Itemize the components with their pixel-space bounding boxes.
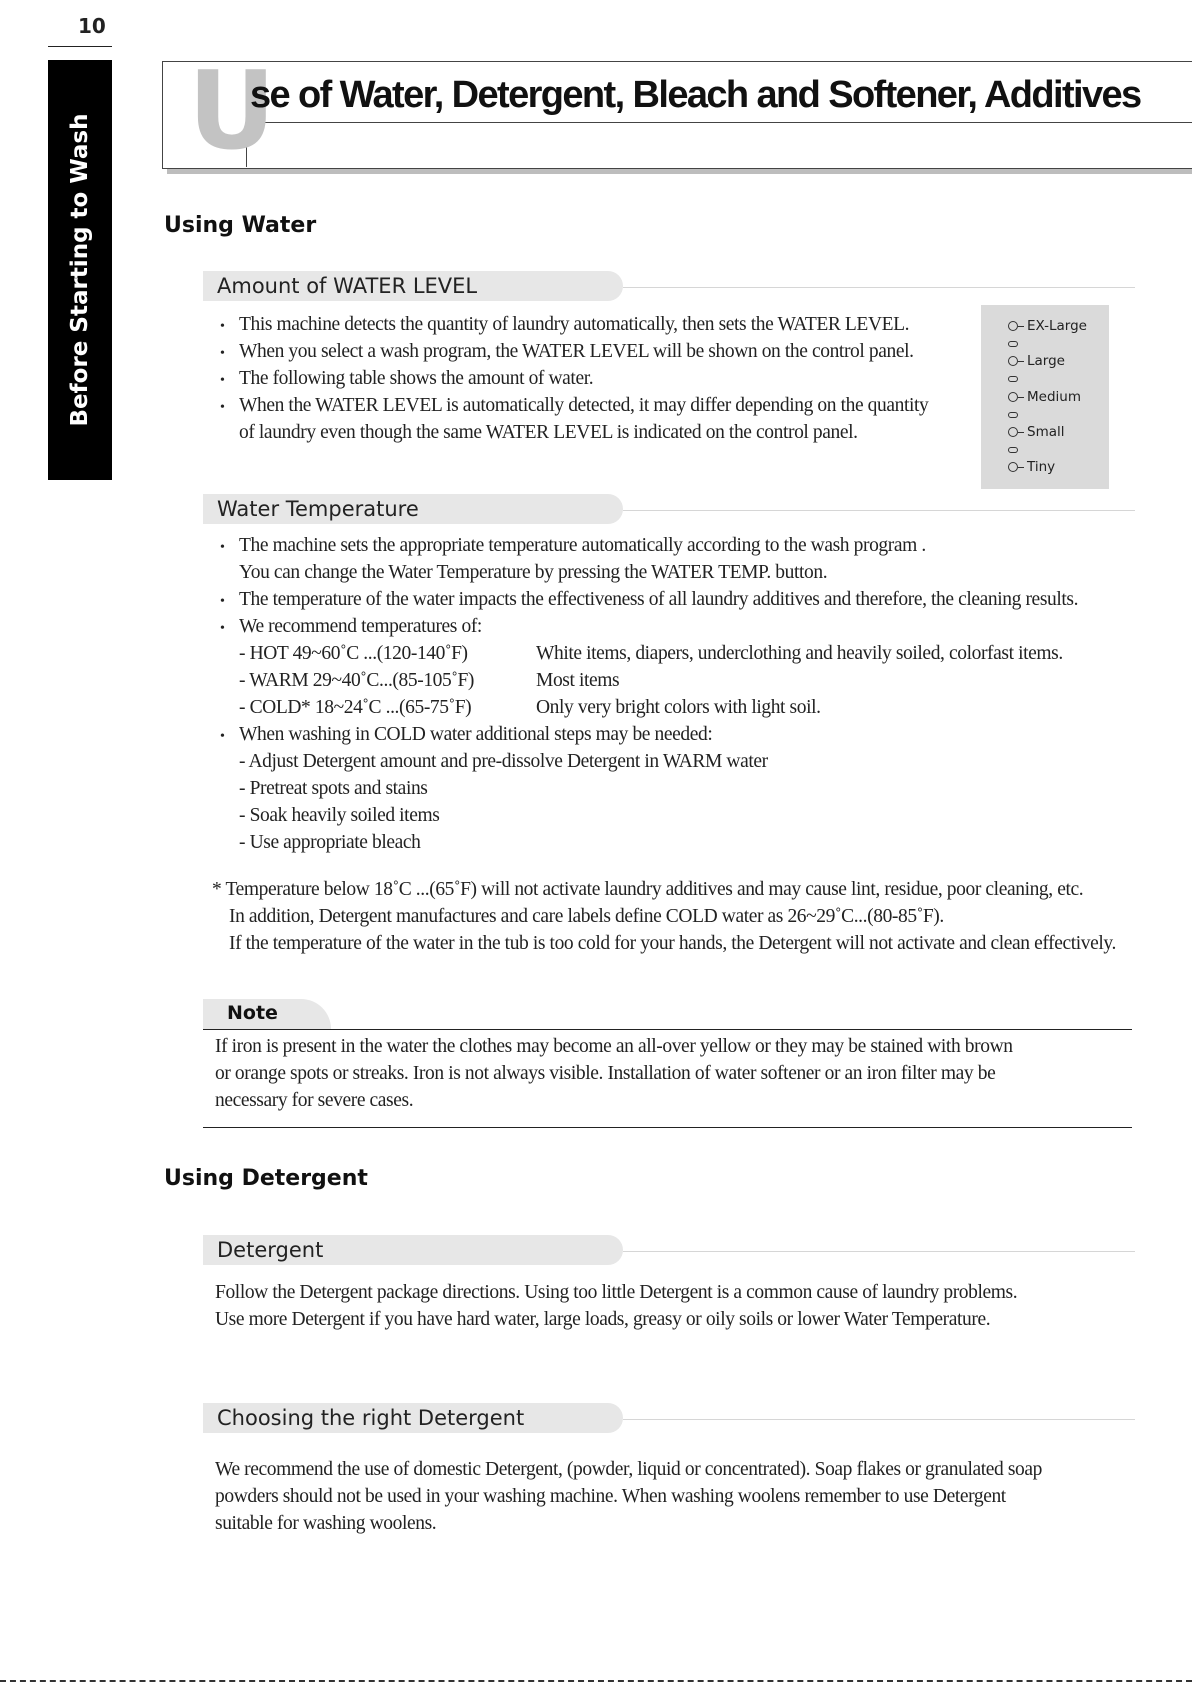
level-indicator-tiny: Tiny (1008, 459, 1055, 475)
subheading-detergent (203, 1235, 623, 1265)
page-number-rule (48, 46, 112, 47)
note-rule-bottom (203, 1127, 1132, 1128)
subheading-water-temperature (203, 494, 623, 524)
choosing-detergent-text: We recommend the use of domestic Detergent, (powder, liquid or concentrated). Soap flakes or granulated soap powders should not be used in your washing machine. When washing woolens remember to use Detergent suitable for washing woolens. (215, 1459, 1042, 1534)
indicator-dot-icon (1008, 376, 1018, 382)
temperature-footnote: * Temperature below 18˚C ...(65˚F) will not activate laundry additives and may cause lint, residue, poor cleaning, etc. In addition, Detergent manufactures and care labels define COLD water as 26~29˚C...(80-85˚F). If the temperature of the water in the tub is too cold for your hands, the Detergent will not activate and clean effectively. (212, 879, 1116, 954)
temperature-row: - COLD* 18~24˚C ...(65-75˚F) Only very bright colors with light soil. (239, 697, 821, 718)
subheading-rule (623, 510, 1135, 511)
page-number: 10 (78, 14, 106, 38)
indicator-dot-icon (1008, 341, 1018, 347)
list-item: • This machine detects the quantity of laundry automatically, then sets the WATER LEVEL. (224, 311, 928, 338)
level-indicator-ex-large: EX-Large (1008, 318, 1087, 334)
indicator-dot-icon (1008, 412, 1018, 418)
indicator-ring-icon (1008, 392, 1018, 402)
title-inner-rule (246, 122, 1192, 123)
footer-rule (0, 1680, 1192, 1682)
subheading-water-level (203, 271, 623, 301)
list-item: • The machine sets the appropriate temperature automatically according to the wash program . You can change the Water Temperature by pressing the WATER TEMP. button. (224, 532, 1078, 586)
subheading-label: Amount of WATER LEVEL (217, 274, 478, 298)
water-level-panel (981, 305, 1109, 489)
subheading-label: Detergent (217, 1238, 324, 1262)
water-level-bullets (224, 311, 928, 446)
note-label: Note (227, 1002, 278, 1024)
list-item: • The temperature of the water impacts the effectiveness of all laundry additives and therefore, the cleaning results. (224, 586, 1078, 613)
subheading-label: Choosing the right Detergent (217, 1406, 525, 1430)
indicator-ring-icon (1008, 427, 1018, 437)
indicator-dot-icon (1008, 447, 1018, 453)
subheading-choosing-detergent (203, 1403, 623, 1433)
level-indicator-large: Large (1008, 353, 1065, 369)
note-text: If iron is present in the water the clothes may become an all-over yellow or they may be stained with brown or orange spots or streaks. Iron is not always visible. Installation of water softener or an iron filter may be necessary for severe cases. (215, 1036, 1013, 1111)
list-item: • The following table shows the amount of water. (224, 365, 928, 392)
temperature-table (224, 640, 1078, 721)
side-tab-label: Before Starting to Wash (67, 113, 93, 427)
subheading-rule (623, 287, 1135, 288)
water-temperature-bullets (224, 532, 1078, 856)
list-item: • When washing in COLD water additional steps may be needed: - Adjust Detergent amount and pre-dissolve Detergent in WARM water - Pretreat spots and stains - Soak heavily soiled items - Use appropriate bleach (224, 721, 1078, 856)
temperature-row: - WARM 29~40˚C...(85-105˚F) Most items (239, 670, 620, 691)
subheading-rule (623, 1251, 1135, 1252)
section-heading-using-water: Using Water (164, 213, 317, 238)
indicator-ring-icon (1008, 321, 1018, 331)
section-heading-using-detergent: Using Detergent (164, 1166, 368, 1191)
list-item: • We recommend temperatures of: - HOT 49~60˚C ...(120-140˚F) White items, diapers, underclothing and heavily soiled, colorfast items. - WARM 29~40˚C...(85-105˚F) Most items - COLD* 18~24˚C ...(65-75˚F) Only very bright colors with light soil. (224, 613, 1078, 721)
list-item: • When you select a wash program, the WATER LEVEL will be shown on the control panel. (224, 338, 928, 365)
detergent-text: Follow the Detergent package directions. Using too little Detergent is a common cause of laundry problems. Use more Detergent if you have hard water, large loads, greasy or oily soils or lower Water Temperature. (215, 1282, 1018, 1330)
subheading-rule (623, 1419, 1135, 1420)
list-item: • When the WATER LEVEL is automatically detected, it may differ depending on the quantity of laundry even though the same WATER LEVEL is indicated on the control panel. (224, 392, 928, 446)
title-initial: U (188, 49, 276, 174)
level-indicator-medium: Medium (1008, 389, 1081, 405)
level-indicator-small: Small (1008, 424, 1065, 440)
indicator-ring-icon (1008, 462, 1018, 472)
note-tab (203, 999, 331, 1029)
page-title: se of Water, Detergent, Bleach and Softener, Additives (250, 74, 1141, 116)
subheading-label: Water Temperature (217, 497, 419, 521)
temperature-row: - HOT 49~60˚C ...(120-140˚F) White items, diapers, underclothing and heavily soiled, colorfast items. (239, 643, 1063, 664)
note-rule-top (203, 1029, 1132, 1030)
indicator-ring-icon (1008, 356, 1018, 366)
